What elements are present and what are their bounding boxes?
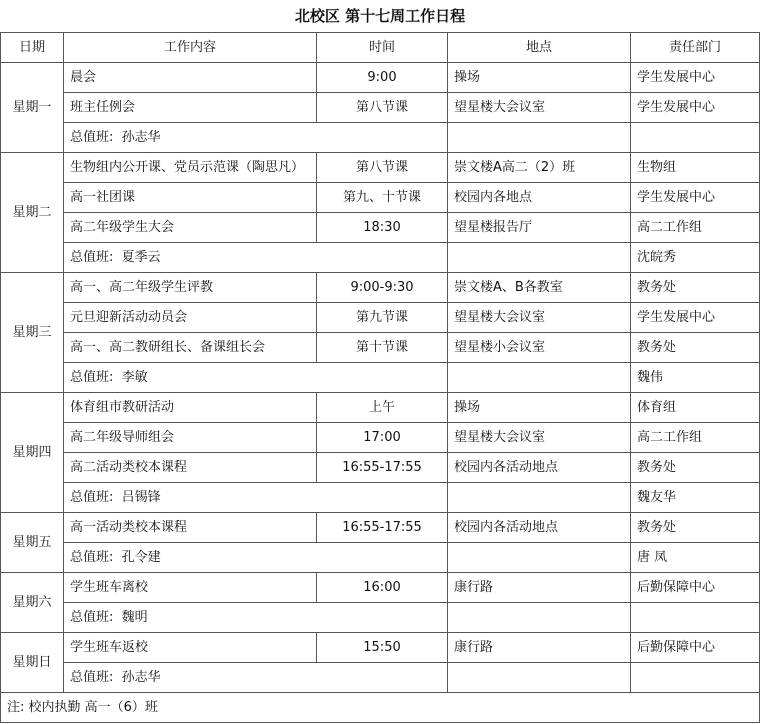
table-row [1,183,760,213]
duty-spacer [448,123,631,153]
dept-cell: 后勤保障中心 [631,573,760,603]
day-cell: 星期四 [1,393,64,513]
duty-name: 夏季云 [121,249,161,265]
duty-extra: 魏伟 [631,363,760,393]
duty-extra: 魏友华 [631,483,760,513]
dept-cell: 学生发展中心 [631,63,760,93]
time-cell: 9:00 [317,63,448,93]
table-row [1,513,760,543]
place-cell: 望星楼大会议室 [448,93,631,123]
content-cell: 高二年级导师组会 [64,423,317,453]
duty-label: 总值班: [70,549,114,565]
table-row [1,303,760,333]
time-cell: 17:00 [317,423,448,453]
content-cell: 高一社团课 [64,183,317,213]
content-cell: 高一活动类校本课程 [64,513,317,543]
time-cell: 第八节课 [317,93,448,123]
duty-name: 李敏 [121,369,148,385]
duty-cell [64,663,448,693]
duty-label: 总值班: [70,609,114,625]
duty-cell [64,483,448,513]
duty-row [1,243,760,273]
duty-spacer [448,543,631,573]
duty-label: 总值班: [70,369,114,385]
content-cell: 生物组内公开课、党员示范课（陶思凡） [64,153,317,183]
header-content: 工作内容 [64,33,317,63]
content-cell: 晨会 [64,63,317,93]
content-cell: 学生班车返校 [64,633,317,663]
content-cell: 高一、高二教研组长、备课组长会 [64,333,317,363]
place-cell: 望星楼大会议室 [448,423,631,453]
header-time: 时间 [317,33,448,63]
content-cell: 高二年级学生大会 [64,213,317,243]
place-cell: 望星楼小会议室 [448,333,631,363]
duty-name: 孙志华 [121,129,161,145]
duty-cell [64,243,448,273]
day-cell: 星期五 [1,513,64,573]
time-cell: 上午 [317,393,448,423]
time-cell: 9:00-9:30 [317,273,448,303]
table-row [1,333,760,363]
table-row [1,93,760,123]
duty-extra: 沈皖秀 [631,243,760,273]
schedule-table [0,32,760,723]
duty-cell [64,123,448,153]
duty-label: 总值班: [70,489,114,505]
content-cell: 班主任例会 [64,93,317,123]
table-row [1,423,760,453]
dept-cell: 教务处 [631,453,760,483]
dept-cell: 后勤保障中心 [631,633,760,663]
day-cell: 星期六 [1,573,64,633]
duty-cell [64,603,448,633]
dept-cell: 教务处 [631,333,760,363]
dept-cell: 教务处 [631,273,760,303]
content-cell: 元旦迎新活动动员会 [64,303,317,333]
schedule-body [1,63,760,693]
table-row [1,213,760,243]
duty-cell [64,543,448,573]
dept-cell: 学生发展中心 [631,93,760,123]
place-cell: 操场 [448,63,631,93]
header-dept: 责任部门 [631,33,760,63]
day-cell: 星期日 [1,633,64,693]
duty-row [1,483,760,513]
place-cell: 崇文楼A高二（2）班 [448,153,631,183]
table-row [1,633,760,663]
dept-cell: 高二工作组 [631,213,760,243]
dept-cell: 学生发展中心 [631,303,760,333]
duty-spacer [448,483,631,513]
duty-name: 吕锡锋 [121,489,161,505]
dept-cell: 高二工作组 [631,423,760,453]
place-cell: 望星楼大会议室 [448,303,631,333]
duty-row [1,663,760,693]
duty-row [1,543,760,573]
duty-name: 孙志华 [121,669,161,685]
duty-extra [631,123,760,153]
place-cell: 校园内各活动地点 [448,513,631,543]
place-cell: 康行路 [448,633,631,663]
duty-cell [64,363,448,393]
table-row [1,63,760,93]
time-cell: 第十节课 [317,333,448,363]
duty-label: 总值班: [70,129,114,145]
table-row [1,273,760,303]
note-row [1,693,760,723]
duty-label: 总值班: [70,249,114,265]
duty-label: 总值班: [70,669,114,685]
table-row [1,393,760,423]
table-row [1,453,760,483]
place-cell: 崇文楼A、B各教室 [448,273,631,303]
place-cell: 校园内各地点 [448,183,631,213]
dept-cell: 学生发展中心 [631,183,760,213]
duty-name: 魏明 [121,609,148,625]
dept-cell: 教务处 [631,513,760,543]
duty-spacer [448,603,631,633]
duty-row [1,363,760,393]
dept-cell: 生物组 [631,153,760,183]
time-cell: 15:50 [317,633,448,663]
table-row [1,153,760,183]
header-place: 地点 [448,33,631,63]
time-cell: 16:55-17:55 [317,513,448,543]
place-cell: 校园内各活动地点 [448,453,631,483]
time-cell: 第九节课 [317,303,448,333]
table-row [1,573,760,603]
place-cell: 康行路 [448,573,631,603]
place-cell: 望星楼报告厅 [448,213,631,243]
content-cell: 高二活动类校本课程 [64,453,317,483]
time-cell: 16:00 [317,573,448,603]
duty-extra [631,603,760,633]
duty-spacer [448,243,631,273]
duty-extra [631,663,760,693]
content-cell: 学生班车离校 [64,573,317,603]
dept-cell: 体育组 [631,393,760,423]
day-cell: 星期三 [1,273,64,393]
time-cell: 第八节课 [317,153,448,183]
note-text: 注: 校内执勤 高一（6）班 [1,693,760,723]
place-cell: 操场 [448,393,631,423]
header-date: 日期 [1,33,64,63]
duty-spacer [448,663,631,693]
duty-row [1,603,760,633]
time-cell: 16:55-17:55 [317,453,448,483]
header-row [1,33,760,63]
duty-row [1,123,760,153]
duty-extra: 唐 凤 [631,543,760,573]
time-cell: 第九、十节课 [317,183,448,213]
time-cell: 18:30 [317,213,448,243]
day-cell: 星期二 [1,153,64,273]
duty-spacer [448,363,631,393]
duty-name: 孔令建 [121,549,161,565]
page-title: 北校区 第十七周工作日程 [294,7,466,25]
content-cell: 高一、高二年级学生评教 [64,273,317,303]
content-cell: 体育组市教研活动 [64,393,317,423]
day-cell: 星期一 [1,63,64,153]
